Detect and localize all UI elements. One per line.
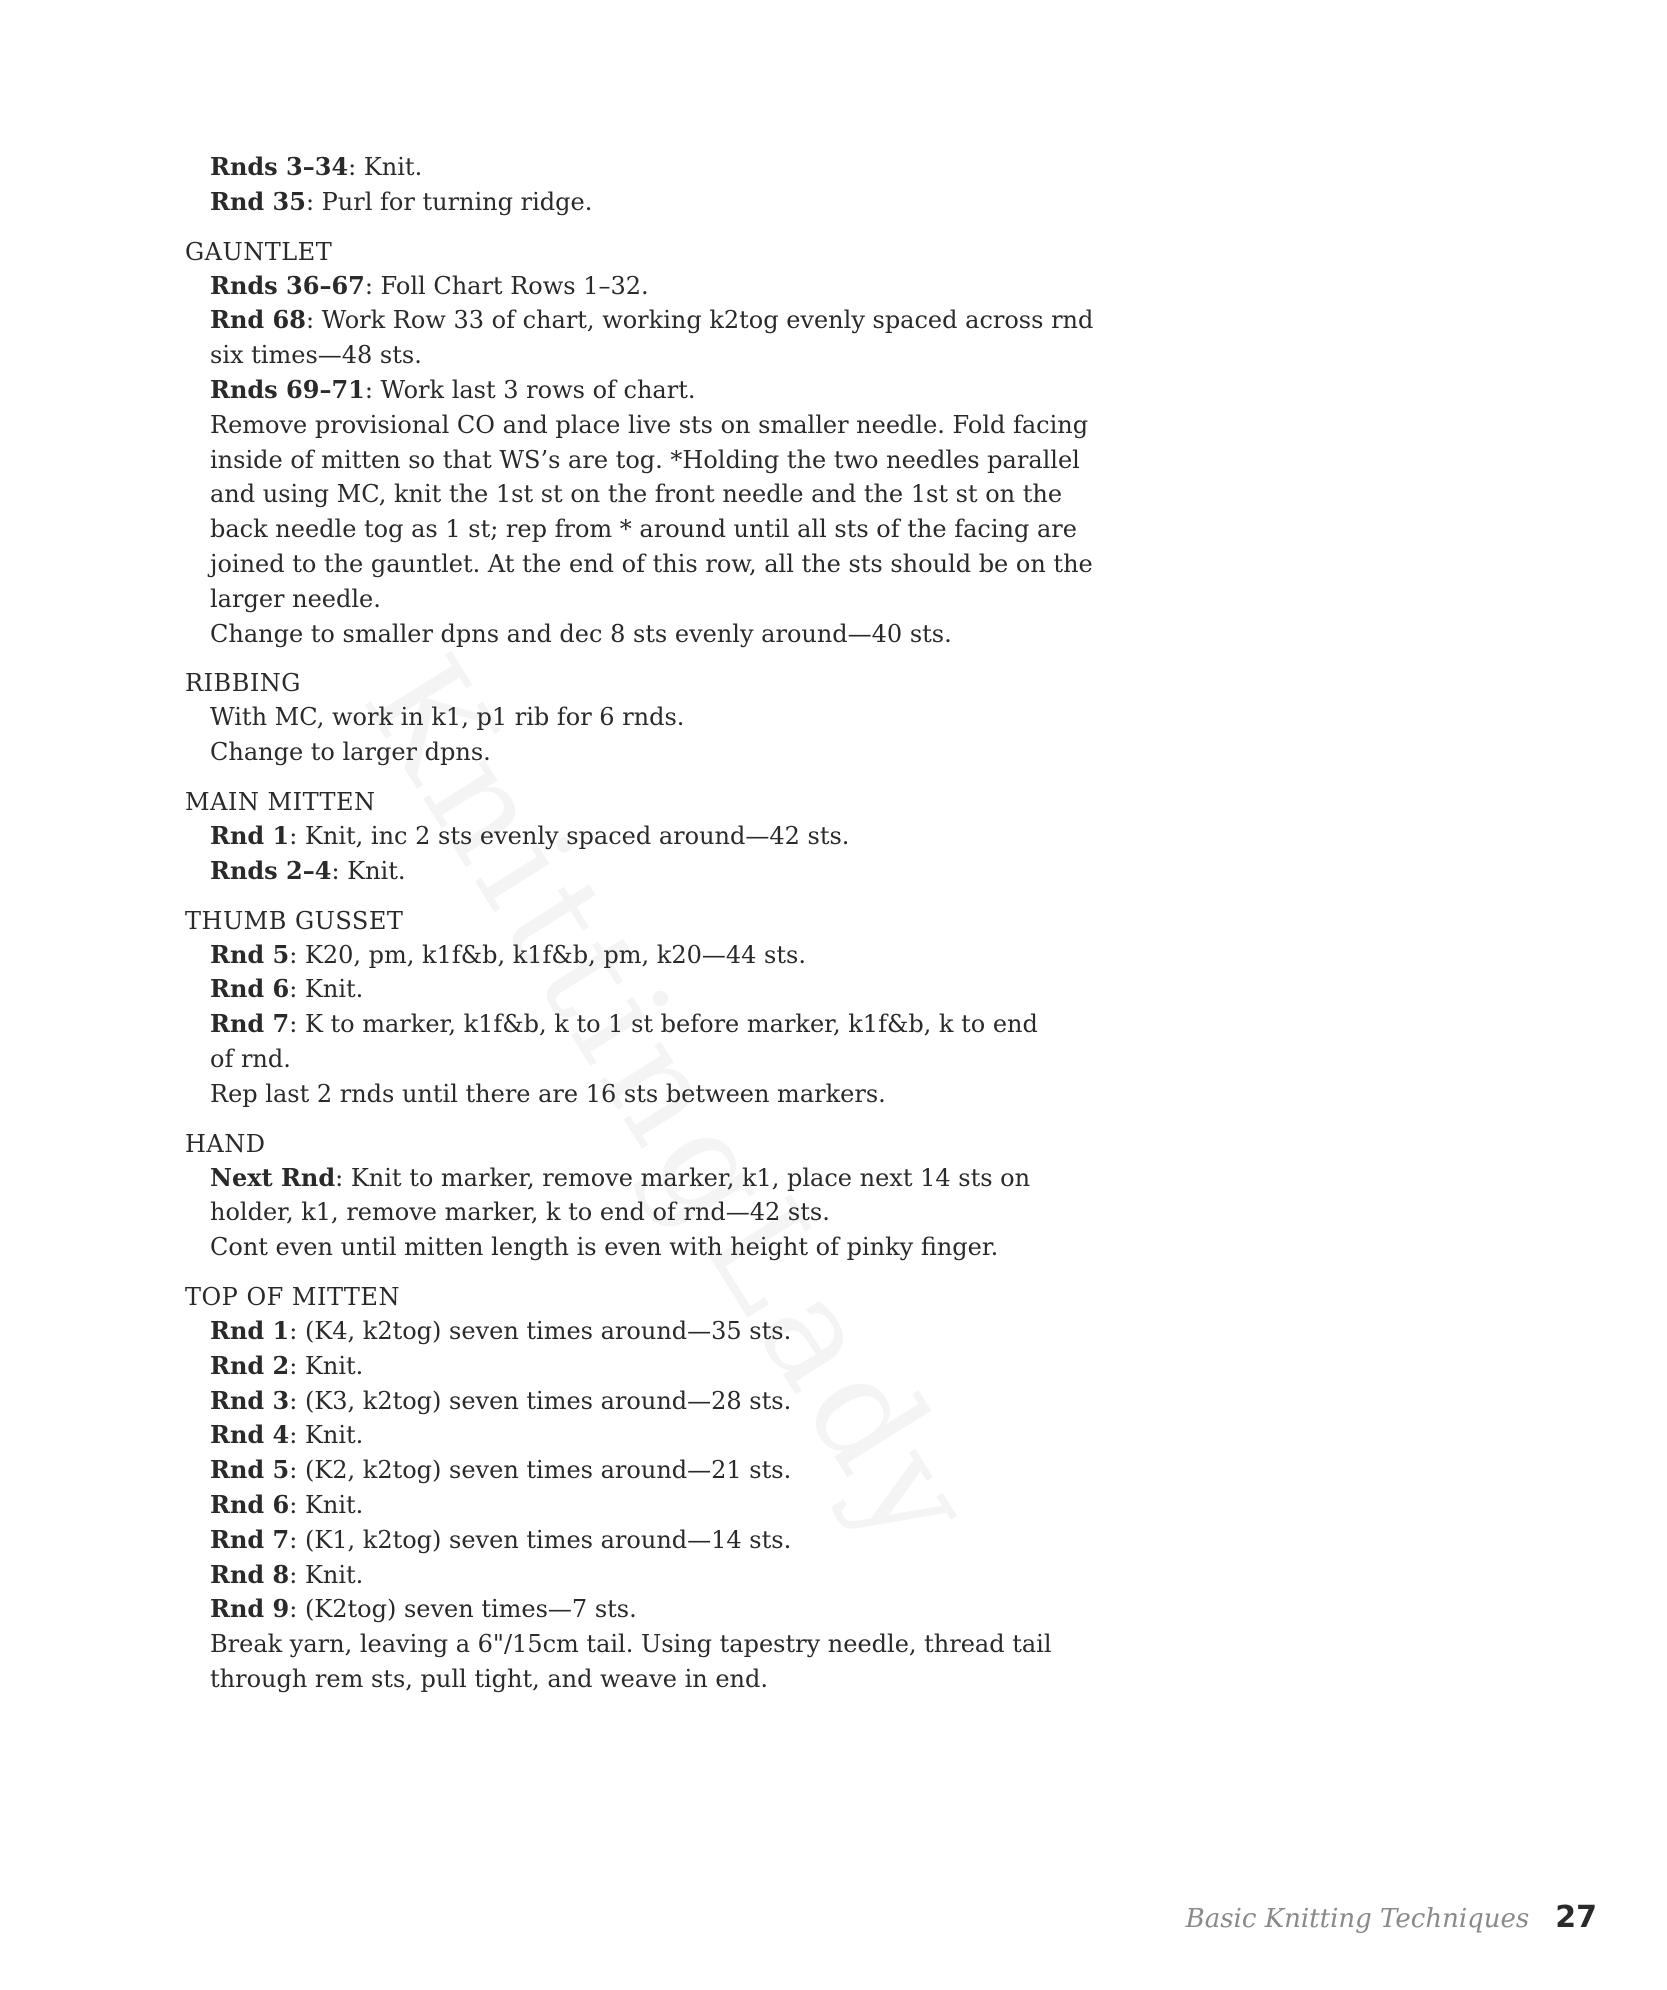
section-heading: RIBBING: [185, 669, 301, 698]
instruction-line: [210, 1627, 1085, 1662]
instruction-line: [210, 303, 1094, 338]
instruction-line: [210, 972, 1085, 1007]
instruction-line: [210, 1453, 1085, 1488]
instruction-text: inside of mitten so that WS’s are tog. *Holding the two needles parallel: [210, 445, 1080, 474]
instruction-text: : Knit to marker, remove marker, k1, place next 14 sts on: [335, 1163, 1031, 1192]
instruction-line: [210, 1314, 1085, 1349]
instruction-line: [210, 700, 1085, 735]
instruction-line: [210, 582, 1085, 617]
page-number: 27: [1555, 1900, 1597, 1935]
instruction-line: [210, 1161, 1085, 1196]
instruction-line: [210, 408, 1089, 443]
round-label: Rnd 3: [210, 1385, 290, 1415]
instruction-text: : Knit.: [289, 975, 364, 1004]
instruction-line: [210, 1007, 1085, 1042]
instruction-text: : Knit.: [289, 1421, 364, 1450]
instruction-section: [185, 666, 1085, 770]
instruction-text: larger needle.: [210, 584, 381, 613]
instruction-section: [185, 904, 1085, 1112]
instruction-line: [210, 1077, 1085, 1112]
round-label: Rnd 7: [210, 1009, 290, 1039]
instruction-text: : (K1, k2tog) seven times around—14 sts.: [289, 1525, 792, 1554]
instruction-section: [185, 785, 1085, 889]
round-label: Next Rnd: [210, 1162, 336, 1192]
instruction-text: : Knit, inc 2 sts evenly spaced around—42 sts.: [289, 821, 850, 850]
instruction-text: : Knit.: [348, 153, 423, 181]
round-label: Rnd 35: [210, 186, 306, 216]
page-footer: [1186, 1900, 1597, 1935]
instruction-line: [210, 819, 1085, 854]
instruction-text: and using MC, knit the 1st st on the front needle and the 1st st on the: [210, 480, 1063, 509]
round-label: Rnd 5: [210, 1455, 290, 1485]
running-title: Basic Knitting Techniques: [1185, 1904, 1530, 1934]
instruction-line: [210, 1418, 1085, 1453]
section-heading: MAIN MITTEN: [185, 787, 376, 816]
round-label: Rnds 3–34: [210, 152, 349, 181]
instruction-line: [210, 338, 1085, 373]
instruction-line: [210, 1662, 1085, 1697]
instruction-text: joined to the gauntlet. At the end of this row, all the sts should be on the: [210, 549, 1093, 578]
round-label: Rnd 2: [210, 1350, 290, 1380]
instruction-line: [210, 938, 1085, 973]
round-label: Rnds 69–71: [210, 374, 365, 404]
instruction-text: : Purl for turning ridge.: [305, 187, 593, 216]
instruction-text: : Knit.: [289, 1560, 364, 1589]
instruction-line: [210, 1592, 1085, 1627]
instruction-section: [185, 1127, 1085, 1265]
instruction-text: : (K3, k2tog) seven times around—28 sts.: [289, 1386, 792, 1415]
instruction-line: [210, 1523, 1085, 1558]
instruction-line: [210, 1558, 1085, 1593]
instruction-line: [210, 1384, 1085, 1419]
round-label: Rnd 4: [210, 1420, 290, 1450]
section-heading: GAUNTLET: [185, 237, 333, 266]
instruction-text: : (K4, k2tog) seven times around—35 sts.: [289, 1316, 792, 1345]
instruction-text: holder, k1, remove marker, k to end of rnd—42 sts.: [210, 1198, 830, 1227]
instruction-line: [210, 547, 1093, 582]
instruction-text: Cont even until mitten length is even with height of pinky finger.: [210, 1233, 999, 1262]
instruction-text: : Knit.: [289, 1351, 364, 1380]
section-heading: TOP OF MITTEN: [185, 1282, 400, 1311]
pattern-instructions: [185, 150, 1094, 1697]
instruction-line: [210, 1349, 1085, 1384]
round-label: Rnd 6: [210, 1489, 290, 1519]
instruction-text: : K20, pm, k1f&b, k1f&b, pm, k20—44 sts.: [289, 940, 806, 969]
instruction-line: [210, 735, 1085, 770]
instruction-text: through rem sts, pull tight, and weave in end.: [210, 1664, 768, 1693]
instruction-text: Change to larger dpns.: [210, 738, 491, 767]
round-label: Rnd 8: [210, 1559, 290, 1589]
instruction-line: [210, 373, 1085, 408]
instruction-line: [210, 269, 1085, 304]
instruction-text: : Work last 3 rows of chart.: [364, 375, 696, 404]
instruction-line: [210, 185, 1085, 220]
round-label: Rnd 9: [210, 1594, 290, 1624]
instruction-line: [210, 854, 1085, 889]
instruction-line: [210, 150, 1085, 185]
round-label: Rnd 7: [210, 1524, 290, 1554]
round-label: Rnd 1: [210, 1315, 290, 1345]
instruction-text: six times—48 sts.: [210, 341, 422, 370]
instruction-line: [210, 1230, 1085, 1265]
round-label: Rnd 68: [210, 305, 306, 335]
section-heading: THUMB GUSSET: [185, 906, 404, 935]
round-label: Rnd 6: [210, 974, 290, 1004]
instruction-text: Remove provisional CO and place live sts on smaller needle. Fold facing: [210, 410, 1089, 439]
instruction-text: back needle tog as 1 st; rep from * around until all sts of the facing are: [210, 515, 1077, 544]
instruction-text: Break yarn, leaving a 6"/15cm tail. Using tapestry needle, thread tail: [210, 1630, 1052, 1659]
round-label: Rnds 36–67: [210, 270, 365, 300]
instruction-line: [210, 1488, 1085, 1523]
instruction-text: : K to marker, k1f&b, k to 1 st before marker, k1f&b, k to end: [289, 1010, 1038, 1039]
instruction-text: : Work Row 33 of chart, working k2tog evenly spaced across rnd: [305, 306, 1094, 335]
instruction-text: Rep last 2 rnds until there are 16 sts between markers.: [210, 1079, 886, 1108]
instruction-line: [210, 1042, 1085, 1077]
instruction-line: [210, 512, 1085, 547]
instruction-line: [210, 443, 1085, 478]
round-label: Rnds 2–4: [210, 855, 332, 885]
instruction-section: [185, 150, 1085, 220]
round-label: Rnd 1: [210, 820, 290, 850]
instruction-section: [185, 235, 1094, 652]
instruction-text: : (K2tog) seven times—7 sts.: [289, 1595, 637, 1624]
section-heading: HAND: [185, 1129, 266, 1158]
round-label: Rnd 5: [210, 939, 290, 969]
instruction-line: [210, 617, 1085, 652]
instruction-text: Change to smaller dpns and dec 8 sts evenly around—40 sts.: [210, 619, 952, 648]
instruction-text: : Knit.: [331, 856, 406, 885]
instruction-text: : (K2, k2tog) seven times around—21 sts.: [289, 1456, 792, 1485]
instruction-line: [210, 1195, 1085, 1230]
instruction-text: : Knit.: [289, 1490, 364, 1519]
instruction-text: of rnd.: [210, 1044, 291, 1073]
instruction-text: With MC, work in k1, p1 rib for 6 rnds.: [210, 703, 685, 732]
instruction-line: [210, 477, 1085, 512]
instruction-section: [185, 1280, 1085, 1697]
instruction-text: : Foll Chart Rows 1–32.: [364, 271, 649, 300]
